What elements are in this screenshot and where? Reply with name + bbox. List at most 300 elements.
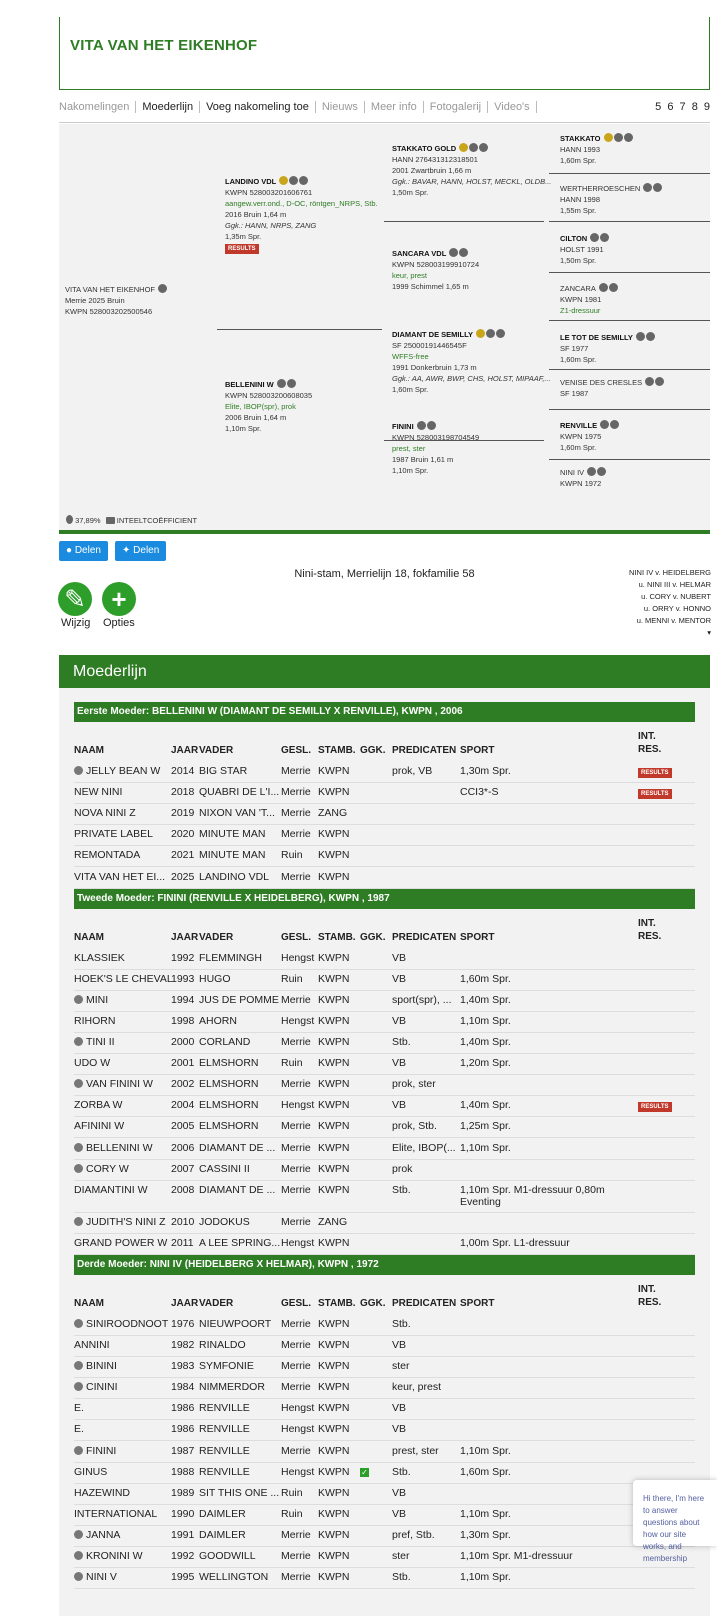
- table-row[interactable]: [74, 1420, 695, 1441]
- cell-vader[interactable]: RINALDO: [199, 1339, 246, 1351]
- edit-icon[interactable]: [479, 143, 488, 152]
- column-header: JAAR: [171, 931, 199, 943]
- subject-name: VITA VAN HET EIKENHOF: [65, 285, 156, 294]
- g4-name[interactable]: ZANCARA: [560, 284, 596, 293]
- cell-name[interactable]: [74, 1163, 171, 1175]
- cell-name-text[interactable]: BELLENINI W: [86, 1141, 153, 1154]
- pagination[interactable]: 5 6 7 8 9: [655, 101, 710, 113]
- cell-name-text[interactable]: KRONINI W: [86, 1550, 143, 1562]
- cell-jaar: 2014: [171, 765, 195, 777]
- cell-name-text[interactable]: GINUS: [74, 1465, 108, 1478]
- table-row[interactable]: [74, 1160, 695, 1181]
- cell-vader[interactable]: CORLAND: [199, 1036, 251, 1048]
- cell-vader[interactable]: HUGO: [199, 972, 231, 985]
- column-header: JAAR: [171, 745, 199, 756]
- sd-name[interactable]: SANCARA VDL: [392, 249, 447, 258]
- cell-vader[interactable]: ELMSHORN: [199, 1078, 259, 1091]
- tab-nakomelingen[interactable]: Nakomelingen: [59, 101, 136, 113]
- cell-gesl: Ruin: [281, 1486, 303, 1499]
- cell-results[interactable]: [638, 786, 695, 799]
- g4-name[interactable]: STAKKATO: [560, 134, 601, 143]
- table-row[interactable]: [74, 949, 695, 970]
- g4-info: KWPN 1975: [560, 432, 602, 441]
- ds-sport: 1,60m Spr.: [392, 385, 429, 394]
- g4-sport: 1,60m Spr.: [560, 443, 597, 452]
- cell-gesl: Merrie: [281, 1162, 311, 1175]
- column-header: INT. RES.: [638, 1283, 662, 1308]
- column-header: GGK.: [360, 931, 386, 943]
- family-icon: [417, 421, 426, 430]
- dam-name[interactable]: BELLENINI W: [225, 380, 274, 389]
- cell-name-text[interactable]: BININI: [86, 1360, 117, 1373]
- cell-vader[interactable]: LANDINO VDL: [199, 870, 270, 883]
- family-icon: [600, 420, 609, 429]
- table-row[interactable]: [74, 1181, 695, 1213]
- edit-icon[interactable]: [299, 176, 308, 185]
- cell-name-text[interactable]: UDO W: [74, 1057, 111, 1070]
- cell-jaar: 1988: [171, 1465, 195, 1478]
- edit-icon[interactable]: [496, 329, 505, 338]
- cell-name[interactable]: [74, 1550, 171, 1562]
- g4-name[interactable]: LE TOT DE SEMILLY: [560, 333, 633, 342]
- cell-stamb: KWPN: [318, 951, 350, 964]
- cell-name[interactable]: [74, 1099, 171, 1111]
- mother-title[interactable]: Derde Moeder: NINI IV (HEIDELBERG X HELMAR), KWPN , 1972: [74, 1255, 695, 1275]
- cell-name-text[interactable]: JELLY BEAN W: [86, 765, 161, 777]
- table-row[interactable]: [74, 1315, 695, 1336]
- section-title: Moederlijn: [59, 655, 710, 688]
- star-mare-icon: [74, 1037, 83, 1046]
- g4-name[interactable]: CILTON: [560, 234, 588, 243]
- cell-name[interactable]: [74, 1120, 171, 1132]
- cell-vader[interactable]: RENVILLE: [199, 1423, 250, 1436]
- cell-vader[interactable]: SIT THIS ONE ...: [199, 1486, 280, 1499]
- cell-name-text[interactable]: KLASSIEK: [74, 951, 125, 964]
- cell-stamb: KWPN: [318, 1423, 350, 1436]
- cell-pred: prest, ster: [392, 1444, 439, 1457]
- chevron-down-icon[interactable]: ▾: [707, 628, 711, 637]
- facebook-share-button[interactable]: [59, 541, 108, 561]
- pedigree-dam-sire[interactable]: [392, 329, 551, 395]
- cell-stamb: KWPN: [318, 1550, 350, 1562]
- cell-name[interactable]: [74, 1057, 171, 1069]
- moederlijn-section: [59, 655, 710, 1616]
- column-header: NAAM: [74, 1297, 104, 1309]
- edit-icon[interactable]: [655, 377, 664, 386]
- cell-name[interactable]: [74, 786, 171, 798]
- cell-pred: VB: [392, 1402, 407, 1415]
- table-row[interactable]: [74, 846, 695, 867]
- table-row[interactable]: [74, 1463, 695, 1484]
- cell-name-text[interactable]: CORY W: [86, 1162, 129, 1175]
- divider: [549, 173, 710, 174]
- edit-icon[interactable]: [459, 248, 468, 257]
- table-row[interactable]: [74, 804, 695, 825]
- cell-vader[interactable]: BIG STAR: [199, 765, 248, 777]
- g4-info: SF 1987: [560, 389, 589, 398]
- cell-name-text[interactable]: NOVA NINI Z: [74, 807, 136, 820]
- cell-name-text[interactable]: JUDITH'S NINI Z: [86, 1215, 166, 1228]
- cell-sport: 1,20m Spr.: [460, 1057, 511, 1070]
- results-badge[interactable]: RESULTS: [638, 789, 672, 799]
- cell-name[interactable]: [74, 1078, 171, 1090]
- cell-gesl: Merrie: [281, 1141, 311, 1154]
- table-row[interactable]: [74, 1442, 695, 1463]
- cell-vader[interactable]: A LEE SPRING...: [199, 1236, 281, 1249]
- cell-pred: keur, prest: [392, 1381, 442, 1394]
- cell-name[interactable]: [74, 1360, 171, 1372]
- cell-vader[interactable]: ELMSHORN: [199, 1120, 259, 1133]
- cell-sport: 1,10m Spr. M1-dressuur: [460, 1550, 573, 1562]
- cell-jaar: 1976: [171, 1317, 195, 1330]
- table-header: [74, 909, 695, 943]
- cell-vader[interactable]: DAIMLER: [199, 1528, 246, 1541]
- cell-name[interactable]: [74, 1381, 171, 1393]
- star-mare-icon: [74, 1217, 83, 1226]
- cell-name[interactable]: [74, 1571, 171, 1583]
- cell-gesl: Merrie: [281, 1528, 311, 1541]
- cell-gesl: Ruin: [281, 1057, 303, 1070]
- pedigree-dam[interactable]: [225, 379, 380, 434]
- cell-name-text[interactable]: JANNA: [86, 1528, 121, 1541]
- divider: [549, 459, 710, 460]
- table-row[interactable]: [74, 1505, 695, 1526]
- cell-name-text[interactable]: ZORBA W: [74, 1099, 123, 1112]
- cell-sport: 1,60m Spr.: [460, 972, 511, 985]
- cell-name[interactable]: [74, 1015, 171, 1027]
- cell-name-text[interactable]: E.: [74, 1423, 84, 1436]
- edit-icon[interactable]: [427, 421, 436, 430]
- table-row[interactable]: [74, 1033, 695, 1054]
- table-row[interactable]: [74, 1399, 695, 1420]
- sd-info: 1999 Schimmel 1,65 m: [392, 282, 469, 291]
- edit-icon[interactable]: [653, 183, 662, 192]
- cell-name-text[interactable]: MINI: [86, 993, 109, 1006]
- cell-pred: VB: [392, 1014, 407, 1027]
- cell-name-text[interactable]: DIAMANTINI W: [74, 1183, 148, 1196]
- results-badge[interactable]: RESULTS: [638, 1102, 672, 1112]
- cell-jaar: 1994: [171, 993, 195, 1006]
- cell-name-text[interactable]: FININI: [86, 1444, 117, 1457]
- cell-vader[interactable]: RENVILLE: [199, 1465, 250, 1478]
- cell-name-text[interactable]: CININI: [86, 1381, 118, 1394]
- cell-vader[interactable]: AHORN: [199, 1014, 237, 1027]
- twitter-share-button[interactable]: [115, 541, 166, 561]
- g4-info: KWPN 1972: [560, 479, 602, 488]
- cell-vader[interactable]: RENVILLE: [199, 1402, 250, 1415]
- cell-sport: 1,10m Spr.: [460, 1507, 511, 1520]
- cell-gesl: Merrie: [281, 1215, 311, 1228]
- star-mare-icon: [74, 995, 83, 1004]
- edit-button[interactable]: [58, 582, 92, 616]
- table-row[interactable]: [74, 825, 695, 846]
- tab-videos[interactable]: Video's: [488, 101, 537, 113]
- cell-name[interactable]: [74, 828, 171, 840]
- dd-name[interactable]: FININI: [392, 422, 414, 431]
- pedigree-g4-8[interactable]: [560, 467, 708, 489]
- cell-name[interactable]: [74, 1402, 171, 1414]
- cell-vader[interactable]: DAIMLER: [199, 1507, 246, 1520]
- table-row[interactable]: [74, 1075, 695, 1096]
- star-mare-icon: [74, 1361, 83, 1370]
- cell-vader[interactable]: RENVILLE: [199, 1444, 250, 1457]
- cell-vader[interactable]: MINUTE MAN: [199, 828, 266, 841]
- cell-vader[interactable]: GOODWILL: [199, 1550, 256, 1562]
- cell-gesl: Merrie: [281, 1120, 311, 1133]
- cell-name-text[interactable]: INTERNATIONAL: [74, 1507, 158, 1520]
- cell-gesl: Hengst: [281, 1465, 315, 1478]
- cell-name[interactable]: [74, 1318, 171, 1330]
- facebook-share-label: Delen: [74, 545, 101, 556]
- table-row[interactable]: [74, 1139, 695, 1160]
- pedigree-g4-7[interactable]: [560, 420, 708, 453]
- cell-name-text[interactable]: SINIROODNOOT: [86, 1317, 169, 1330]
- table-row[interactable]: [74, 991, 695, 1012]
- ds-reg: SF 25000191446545F: [392, 341, 467, 350]
- table-row[interactable]: [74, 1336, 695, 1357]
- cell-stamb: KWPN: [318, 1486, 350, 1499]
- tab-meer-info[interactable]: Meer info: [365, 101, 424, 113]
- cell-stamb: KWPN: [318, 1317, 350, 1330]
- cell-name[interactable]: [74, 765, 171, 777]
- star-mare-icon: [74, 1530, 83, 1539]
- cell-vader[interactable]: NIEUWPOORT: [199, 1317, 272, 1330]
- cell-name-text[interactable]: NINI V: [86, 1571, 117, 1584]
- cell-name-text[interactable]: E.: [74, 1402, 84, 1415]
- cell-name[interactable]: [74, 849, 171, 861]
- cell-jaar: 1992: [171, 951, 195, 964]
- cell-gesl: Merrie: [281, 828, 311, 841]
- pedigree-g4-3[interactable]: [560, 233, 708, 266]
- tab-moederlijn[interactable]: Moederlijn: [136, 101, 200, 113]
- table-row[interactable]: [74, 1213, 695, 1234]
- cell-sport: 1,40m Spr.: [460, 1036, 511, 1048]
- cell-name[interactable]: [74, 1445, 171, 1457]
- table-row[interactable]: [74, 1378, 695, 1399]
- cell-name-text[interactable]: TINI II: [86, 1036, 115, 1048]
- ss-info: 2001 Zwartbruin 1,66 m: [392, 166, 472, 175]
- cell-name[interactable]: [74, 871, 171, 883]
- table-row[interactable]: [74, 1547, 695, 1568]
- cell-sport: 1,40m Spr.: [460, 993, 511, 1006]
- cell-name-text[interactable]: AFININI W: [74, 1120, 125, 1133]
- table-row[interactable]: [74, 1234, 695, 1255]
- cell-ggk: [360, 1466, 388, 1478]
- table-row[interactable]: [74, 762, 695, 783]
- cell-name-text[interactable]: PRIVATE LABEL: [74, 828, 153, 841]
- cell-name-text[interactable]: VAN FININI W: [86, 1078, 153, 1091]
- cell-sport: 1,60m Spr.: [460, 1465, 511, 1478]
- table-row[interactable]: [74, 1117, 695, 1138]
- cell-name[interactable]: [74, 1184, 171, 1196]
- cell-stamb: KWPN: [318, 1078, 350, 1091]
- cell-results[interactable]: [638, 1099, 695, 1112]
- cell-gesl: Merrie: [281, 1078, 311, 1091]
- cell-gesl: Merrie: [281, 807, 311, 820]
- cell-name[interactable]: [74, 952, 171, 964]
- column-header: PREDICATEN: [392, 1297, 457, 1309]
- cell-name[interactable]: [74, 1142, 171, 1154]
- cell-vader[interactable]: MINUTE MAN: [199, 849, 266, 862]
- cell-name[interactable]: [74, 994, 171, 1006]
- edit-icon[interactable]: [609, 283, 618, 292]
- cell-name-text[interactable]: HAZEWIND: [74, 1486, 130, 1499]
- cell-stamb: KWPN: [318, 1014, 350, 1027]
- cell-sport: 1,00m Spr. L1-dressuur: [460, 1236, 570, 1249]
- cell-jaar: 2001: [171, 1057, 195, 1070]
- cell-vader[interactable]: ELMSHORN: [199, 1057, 259, 1070]
- cell-vader[interactable]: NIMMERDOR: [199, 1381, 265, 1394]
- sire-name[interactable]: LANDINO VDL: [225, 177, 277, 186]
- edit-icon[interactable]: [158, 284, 167, 293]
- edit-icon[interactable]: [600, 233, 609, 242]
- cell-name[interactable]: [74, 1423, 171, 1435]
- g4-name[interactable]: VENISE DES CRESLES: [560, 378, 643, 387]
- cell-gesl: Hengst: [281, 1423, 315, 1436]
- table-row[interactable]: [74, 1484, 695, 1505]
- pedigree-dam-dam[interactable]: [392, 421, 547, 476]
- cell-vader[interactable]: NIXON VAN 'T...: [199, 807, 275, 820]
- table-row[interactable]: [74, 1357, 695, 1378]
- star-mare-icon: [74, 1143, 83, 1152]
- tab-fotogalerij[interactable]: Fotogalerij: [424, 101, 488, 113]
- cell-gesl: Ruin: [281, 849, 303, 862]
- results-badge[interactable]: RESULTS: [638, 768, 672, 778]
- cell-vader[interactable]: DIAMANT DE ...: [199, 1183, 276, 1196]
- cell-name-text[interactable]: VITA VAN HET EI...: [74, 870, 166, 883]
- cell-name-text[interactable]: NEW NINI: [74, 786, 123, 799]
- mother-title[interactable]: Tweede Moeder: FININI (RENVILLE X HEIDELBERG), KWPN , 1987: [74, 889, 695, 909]
- cell-jaar: 2011: [171, 1236, 194, 1249]
- cell-name-text[interactable]: ANNINI: [74, 1339, 110, 1351]
- tab-nieuws[interactable]: Nieuws: [316, 101, 365, 113]
- g4-name[interactable]: NINI IV: [560, 468, 585, 477]
- cell-gesl: Merrie: [281, 1036, 311, 1048]
- edit-icon[interactable]: [610, 420, 619, 429]
- cell-stamb: KWPN: [318, 765, 350, 777]
- ss-name[interactable]: STAKKATO GOLD: [392, 144, 457, 153]
- chat-widget[interactable]: Hi there, I'm here to answer questions about how our site works, and membership: [633, 1480, 717, 1546]
- cell-name-text[interactable]: REMONTADA: [74, 849, 141, 862]
- edit-icon[interactable]: [624, 133, 633, 142]
- cell-vader[interactable]: JODOKUS: [199, 1215, 250, 1228]
- cell-name[interactable]: [74, 1466, 171, 1478]
- cell-jaar: 1993: [171, 972, 195, 985]
- cell-gesl: Hengst: [281, 951, 315, 964]
- g4-name[interactable]: RENVILLE: [560, 421, 598, 430]
- cell-vader[interactable]: QUABRI DE L'I...: [199, 786, 280, 799]
- edit-icon[interactable]: [597, 467, 606, 476]
- tab-voeg-nakomeling-toe[interactable]: Voeg nakomeling toe: [200, 101, 316, 113]
- table-row[interactable]: [74, 1054, 695, 1075]
- table-row[interactable]: [74, 783, 695, 804]
- cell-name[interactable]: [74, 1487, 171, 1499]
- cell-jaar: 2006: [171, 1141, 195, 1154]
- cell-name[interactable]: [74, 1529, 171, 1541]
- cell-name-text[interactable]: RIHORN: [74, 1014, 116, 1027]
- cell-stamb: KWPN: [318, 870, 350, 883]
- pedigree-sire-dam[interactable]: [392, 248, 547, 292]
- results-badge[interactable]: RESULTS: [225, 244, 259, 254]
- pedigree-sire[interactable]: [225, 176, 380, 254]
- g4-info: KWPN 1981: [560, 295, 602, 304]
- cell-sport: 1,10m Spr.: [460, 1014, 511, 1027]
- cell-stamb: KWPN: [318, 1183, 350, 1196]
- cell-name[interactable]: [74, 1508, 171, 1520]
- cell-jaar: 2002: [171, 1078, 195, 1091]
- cell-stamb: KWPN: [318, 1162, 350, 1175]
- cell-vader[interactable]: FLEMMINGH: [199, 951, 262, 964]
- cell-pred: pref, Stb.: [392, 1528, 435, 1541]
- cell-vader[interactable]: WELLINGTON: [199, 1571, 269, 1584]
- cell-name[interactable]: [74, 807, 171, 819]
- cell-stamb: KWPN: [318, 1381, 350, 1394]
- cell-name[interactable]: [74, 1237, 171, 1249]
- ss-ggk: Ggk.: BAVAR, HANN, HOLST, MECKL, OLDB...: [392, 177, 552, 186]
- sire-ggk: Ggk.: HANN, NRPS, ZANG: [225, 221, 317, 230]
- cell-vader[interactable]: DIAMANT DE ...: [199, 1141, 276, 1154]
- table-row[interactable]: [74, 1526, 695, 1547]
- cell-name[interactable]: [74, 973, 171, 985]
- cell-stamb: KWPN: [318, 1507, 350, 1520]
- cell-vader[interactable]: ELMSHORN: [199, 1099, 259, 1112]
- cell-vader[interactable]: CASSINI II: [199, 1162, 250, 1175]
- pedigree-g4-2[interactable]: [560, 183, 708, 216]
- cell-pred: VB: [392, 972, 407, 985]
- cell-results[interactable]: [638, 765, 695, 778]
- pedigree-subject[interactable]: [65, 284, 215, 317]
- edit-icon[interactable]: [646, 332, 655, 341]
- pedigree-g4-4[interactable]: [560, 283, 708, 316]
- family-icon: [599, 283, 608, 292]
- cell-pred: Stb.: [392, 1465, 411, 1478]
- cell-name[interactable]: [74, 1216, 171, 1228]
- pedigree-sire-sire[interactable]: [392, 143, 552, 198]
- cell-jaar: 1991: [171, 1528, 195, 1541]
- check-icon: ✓: [361, 1467, 368, 1477]
- column-header: SPORT: [460, 745, 495, 756]
- table-row[interactable]: [74, 1096, 695, 1117]
- edit-icon[interactable]: [287, 379, 296, 388]
- cell-name-text[interactable]: GRAND POWER W: [74, 1236, 168, 1249]
- pedigree-g4-1[interactable]: [560, 133, 708, 166]
- mother-title[interactable]: Eerste Moeder: BELLENINI W (DIAMANT DE SEMILLY X RENVILLE), KWPN , 2006: [74, 702, 695, 722]
- pedigree-g4-6[interactable]: [560, 377, 708, 399]
- pedigree-g4-5[interactable]: [560, 332, 708, 365]
- column-header: SPORT: [460, 931, 495, 943]
- dd-reg: KWPN 528003198704549: [392, 433, 480, 442]
- cell-name[interactable]: [74, 1036, 171, 1048]
- cell-vader[interactable]: JUS DE POMME: [199, 993, 279, 1006]
- options-label: Opties: [103, 617, 135, 629]
- g4-info: SF 1977: [560, 344, 589, 353]
- cell-name-text[interactable]: HOEK'S LE CHEVAL: [74, 972, 173, 985]
- cell-name[interactable]: [74, 1339, 171, 1351]
- g4-name[interactable]: WERTHERROESCHEN: [560, 184, 641, 193]
- table-row[interactable]: [74, 868, 695, 889]
- cell-jaar: 1989: [171, 1486, 195, 1499]
- divider: [549, 409, 710, 410]
- table-row[interactable]: [74, 970, 695, 991]
- cell-stamb: KWPN: [318, 786, 350, 799]
- cell-vader[interactable]: SYMFONIE: [199, 1360, 254, 1373]
- table-row[interactable]: [74, 1568, 695, 1589]
- options-button[interactable]: [102, 582, 136, 616]
- ds-name[interactable]: DIAMANT DE SEMILLY: [392, 330, 473, 339]
- sd-reg: KWPN 528003199910724: [392, 260, 480, 269]
- subject-reg: KWPN 528003202500546: [65, 307, 153, 316]
- table-row[interactable]: [74, 1012, 695, 1033]
